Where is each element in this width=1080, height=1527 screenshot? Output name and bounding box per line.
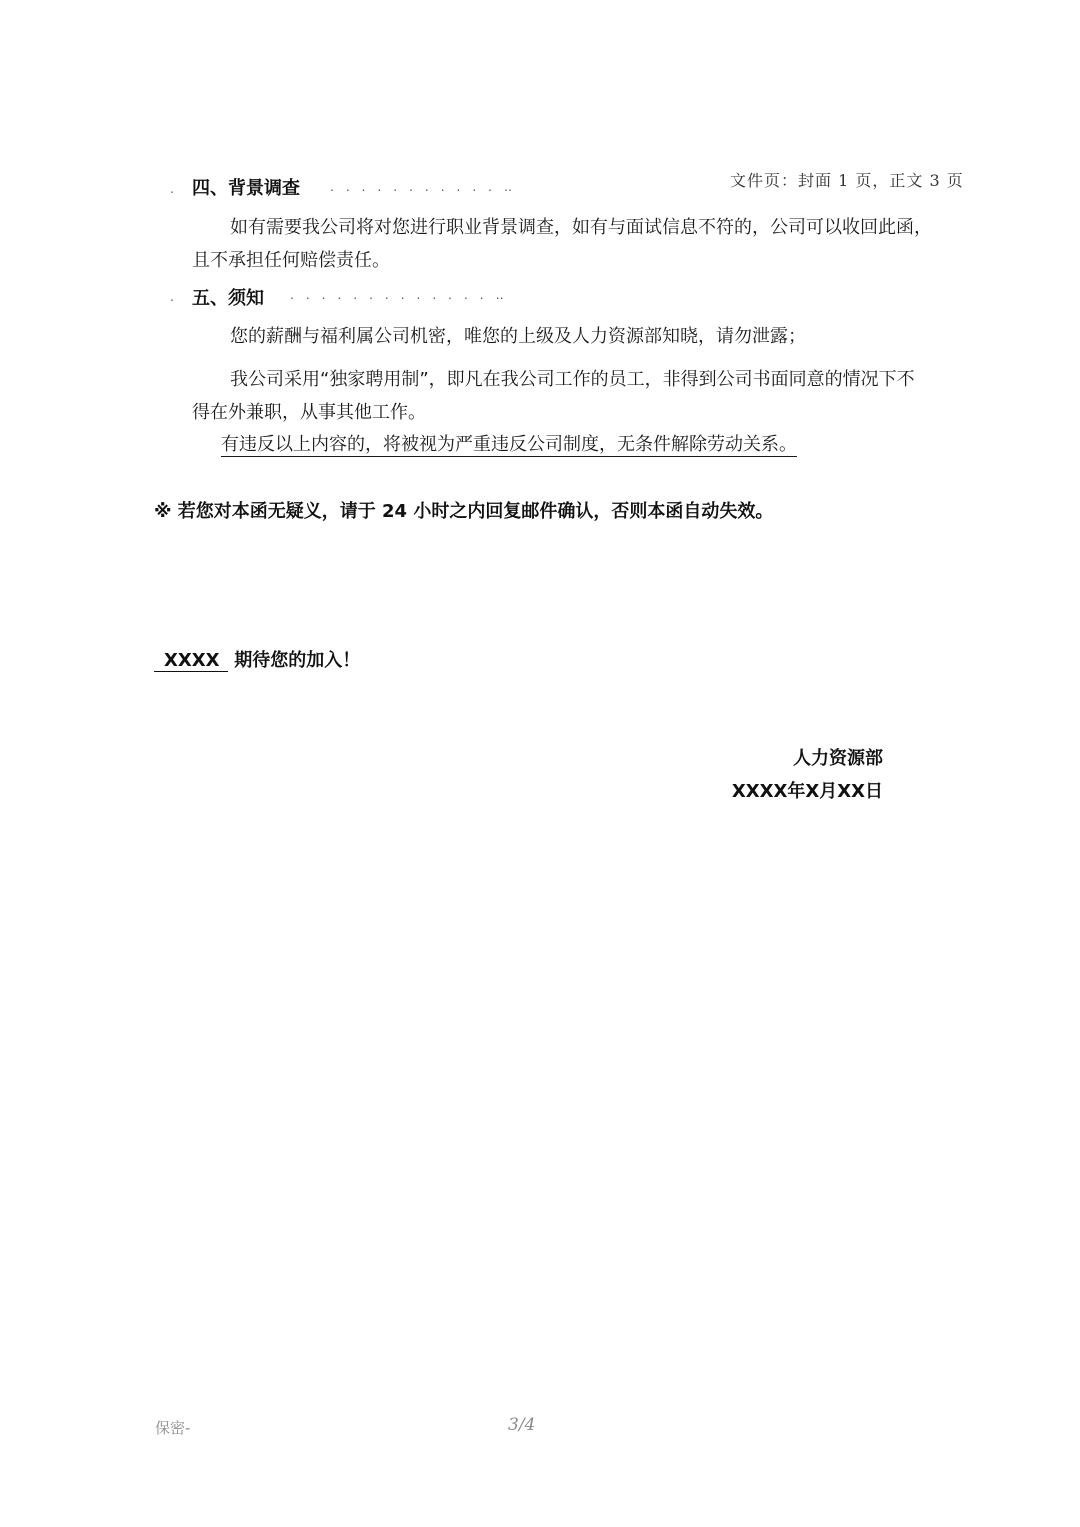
confirmation-notice: ※ 若您对本函无疑义，请于 24 小时之内回复邮件确认，否则本函自动失效。 — [154, 501, 774, 522]
section-4-heading: 四、背景调查 — [192, 178, 300, 199]
confidential-label: 保密- — [155, 1419, 191, 1437]
signature-department: 人力资源部 — [793, 748, 883, 769]
section-5-dot-leader: .............‥ — [290, 288, 516, 302]
closing-line — [154, 646, 360, 672]
closing-text: 期待您的加入！ — [234, 650, 361, 671]
section-5-paragraph-3: 有违反以上内容的，将被视为严重违反公司制度，无条件解除劳动关系。 — [221, 434, 797, 455]
section-5-paragraph-2-line1: 我公司采用“独家聘用制”，即凡在我公司工作的员工，非得到公司书面同意的情况下不 — [230, 369, 915, 390]
section-4-paragraph-line1: 如有需要我公司将对您进行职业背景调查，如有与面试信息不符的，公司可以收回此函， — [230, 217, 932, 238]
section-5-paragraph-1: 您的薪酬与福利属公司机密，唯您的上级及人力资源部知晓，请勿泄露； — [230, 326, 806, 347]
section-5-paragraph-2-line2: 得在外兼职，从事其他工作。 — [192, 402, 426, 423]
company-placeholder: XXXX — [154, 650, 228, 672]
section-5-heading: 五、须知 — [192, 288, 264, 309]
file-page-info: 文件页：封面 1 页，正文 3 页 — [730, 171, 964, 190]
signature-date: XXXX年X月XX日 — [731, 781, 883, 802]
heading-bullet-dot: . — [170, 290, 186, 304]
section-4-paragraph-line2: 且不承担任何赔偿责任。 — [192, 250, 390, 271]
section-4-dot-leader: ...........‥ — [330, 180, 524, 194]
page-number: 3/4 — [508, 1415, 536, 1435]
heading-bullet-dot: . — [170, 182, 186, 196]
